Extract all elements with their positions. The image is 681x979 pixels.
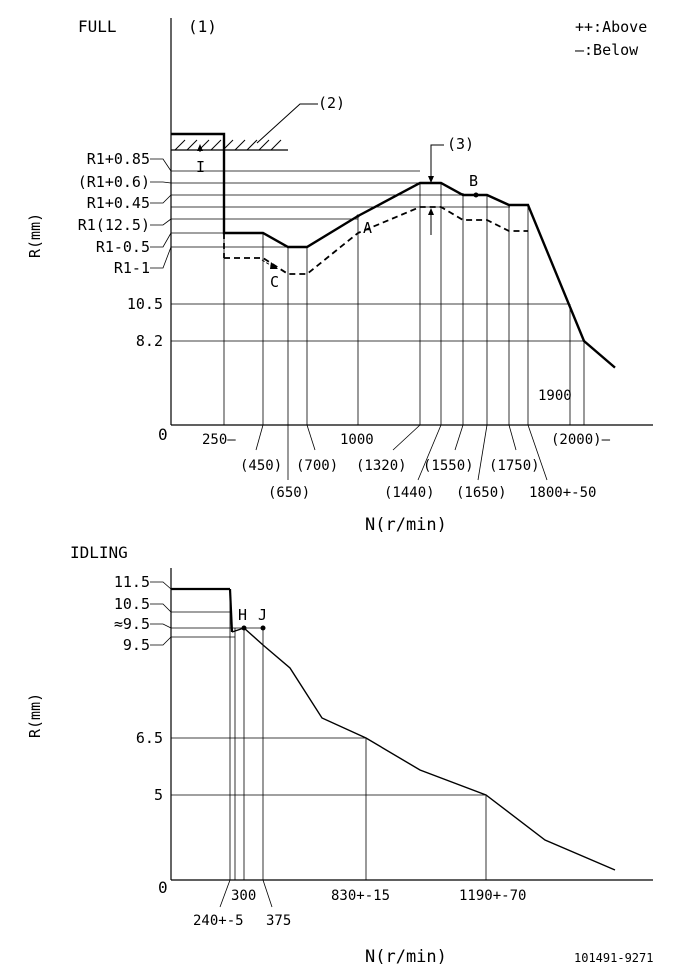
part-number: 101491-9271	[574, 951, 654, 965]
full-stop-hatch	[171, 104, 318, 150]
full-ref-2: (2)	[318, 94, 346, 112]
x-tick-label: 375	[266, 913, 292, 929]
x-tick-label: (1320)	[356, 458, 407, 474]
x-tick-label: (1650)	[456, 485, 507, 501]
x-tick-label: 300	[231, 888, 257, 904]
full-y-tick-leaders	[150, 159, 171, 268]
full-y-axis-label: R(mm)	[26, 212, 44, 258]
y-tick-label: 10.5	[113, 595, 150, 613]
point-b-dot	[474, 193, 479, 198]
point-c-label: C	[270, 273, 280, 291]
ref-3-arrowhead-up	[428, 208, 434, 215]
full-x-axis-label: N(r/min)	[365, 515, 447, 535]
y-tick-label: R1(12.5)	[77, 216, 150, 234]
x-tick-label: 250—	[202, 432, 236, 448]
idling-origin-label: 0	[158, 878, 168, 897]
y-tick-label: 6.5	[135, 729, 163, 747]
point-a-dot	[357, 215, 360, 218]
x-tick-label: (700)	[296, 458, 339, 474]
point-i-marker	[197, 144, 203, 152]
full-horizontal-gridlines	[171, 171, 584, 341]
x-tick-label: 1900	[538, 388, 572, 404]
point-a-label: A	[363, 219, 373, 237]
y-tick-label: ≈9.5	[113, 615, 150, 633]
point-j-dot	[261, 626, 266, 631]
point-h-dot	[242, 626, 247, 631]
point-i-label: I	[196, 158, 206, 176]
y-tick-label: R1+0.85	[86, 150, 150, 168]
x-tick-label: 1000	[340, 432, 374, 448]
full-title: FULL	[78, 17, 117, 36]
idling-x-axis-label: N(r/min)	[365, 947, 447, 967]
y-tick-label: 10.5	[126, 295, 163, 313]
idling-horizontal-gridlines	[171, 589, 486, 795]
y-tick-label: (R1+0.6)	[77, 173, 150, 191]
y-tick-label: R1-0.5	[95, 238, 150, 256]
y-tick-label: 8.2	[135, 332, 163, 350]
point-j-label: J	[258, 606, 268, 624]
x-tick-label: 1190+-70	[459, 888, 527, 904]
point-h-label: H	[238, 606, 248, 624]
point-b-label: B	[469, 172, 479, 190]
y-tick-label: R1+0.45	[86, 194, 150, 212]
x-tick-label: (1440)	[384, 485, 435, 501]
x-tick-label: (1550)	[423, 458, 474, 474]
idling-chart	[26, 543, 653, 967]
y-tick-label: 11.5	[113, 573, 150, 591]
point-c-arrowhead	[270, 262, 278, 269]
idling-y-tick-leaders	[150, 582, 171, 645]
x-tick-label: 830+-15	[331, 888, 391, 904]
full-origin-label: 0	[158, 425, 168, 444]
full-ref-3: (3)	[447, 135, 475, 153]
full-series-solid	[171, 134, 615, 368]
x-tick-label: 1800+-50	[529, 485, 597, 501]
full-series-dashed	[224, 207, 528, 274]
idling-series-solid	[232, 628, 615, 870]
y-tick-label: 5	[153, 786, 163, 804]
y-tick-label: 9.5	[122, 636, 150, 654]
legend-above: ++:Above	[575, 18, 648, 36]
x-tick-label: (450)	[240, 458, 283, 474]
x-tick-label: (1750)	[489, 458, 540, 474]
full-y-tick-labels	[78, 150, 163, 350]
full-ref-1: (1)	[188, 17, 217, 36]
idling-title: IDLING	[70, 543, 128, 562]
idling-y-tick-labels	[114, 573, 163, 804]
ref-3-leader	[431, 145, 444, 180]
idling-y-axis-label: R(mm)	[26, 692, 44, 738]
x-tick-label: (650)	[268, 485, 311, 501]
legend-below: —:Below	[575, 41, 639, 59]
x-tick-label: 240+-5	[193, 913, 244, 929]
idling-x-tick-labels	[193, 888, 526, 929]
full-chart	[26, 17, 653, 535]
y-tick-label: R1-1	[113, 259, 150, 277]
x-tick-label: (2000)—	[551, 432, 611, 448]
